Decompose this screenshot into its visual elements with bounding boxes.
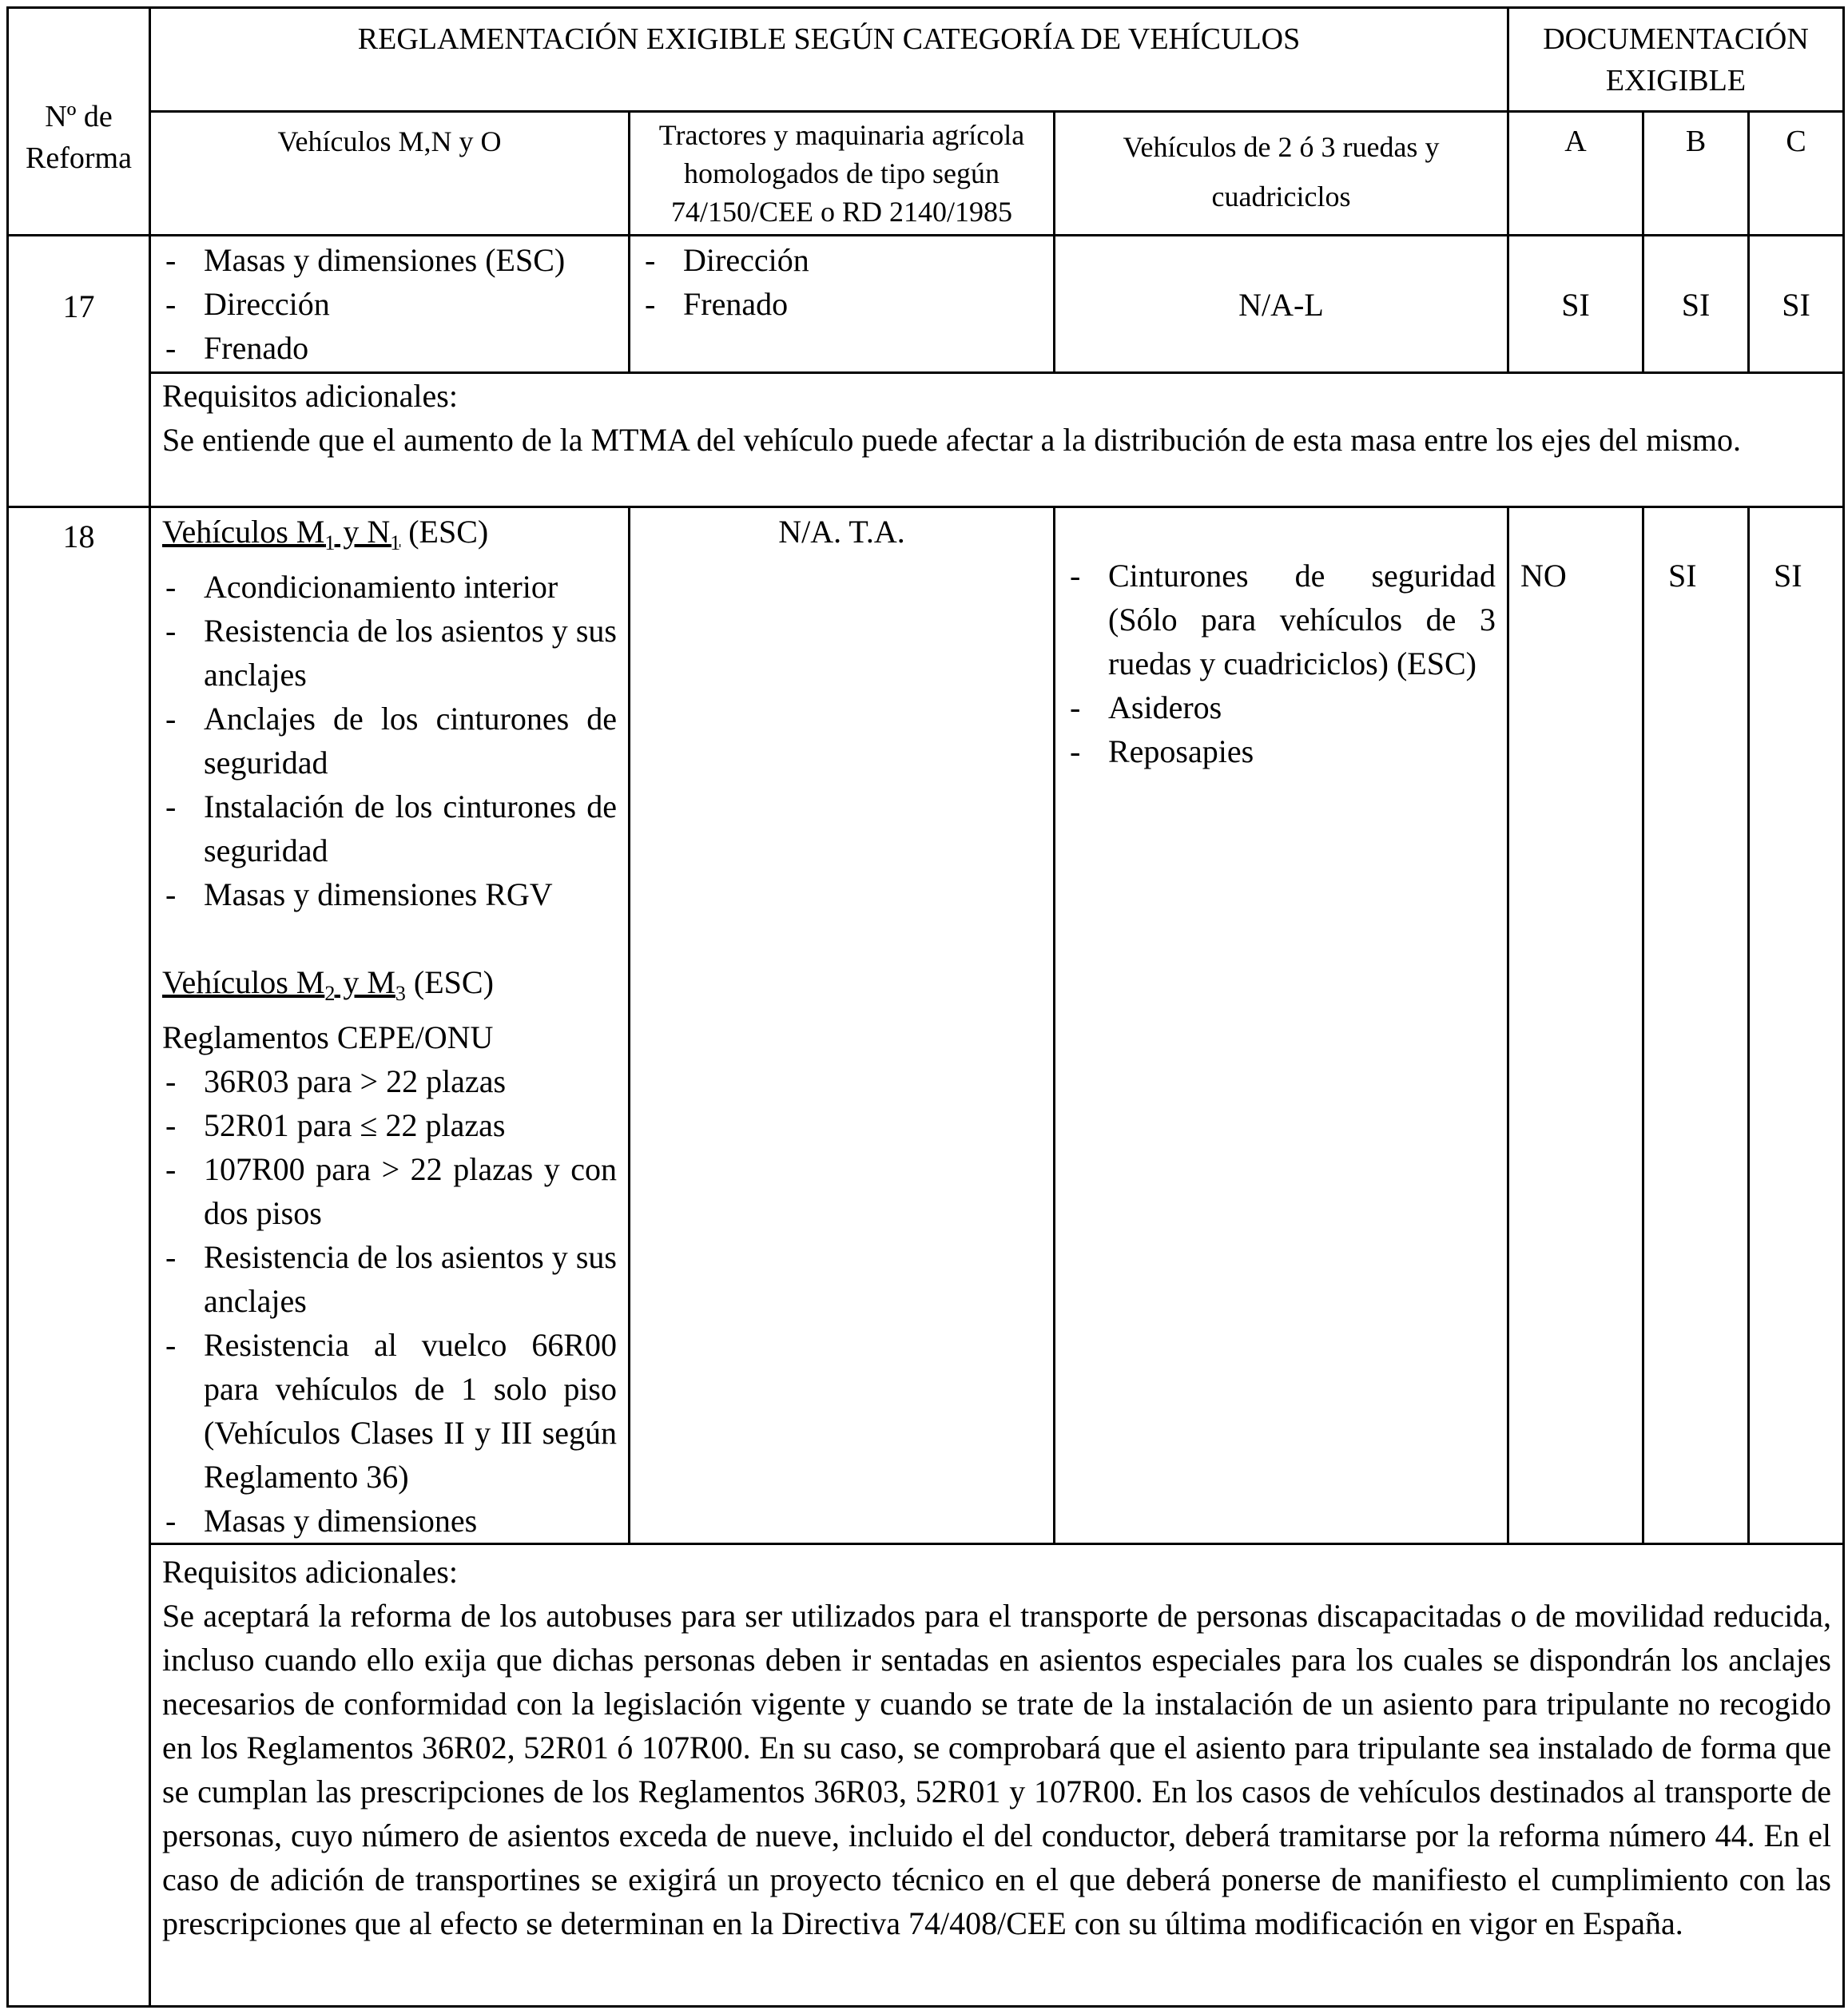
list-item: - Acondicionamiento interior bbox=[162, 565, 617, 609]
header-col-ruedas-line-2: cuadriciclos bbox=[1211, 181, 1351, 213]
row-18-m2m3-heading bbox=[162, 960, 617, 1015]
row-17-number-text: 17 bbox=[62, 288, 95, 324]
list-item: - Resistencia al vuelco 66R00 para vehículos de 1 solo piso (Vehículos Clases II y III según Reglamento 36) bbox=[162, 1323, 617, 1499]
header-numero-reforma bbox=[8, 8, 150, 236]
list-item: - Masas y dimensiones (ESC) bbox=[162, 238, 617, 282]
row-17-b bbox=[1643, 236, 1749, 373]
row-18-ruedas bbox=[1055, 507, 1508, 1544]
header-documentacion bbox=[1508, 8, 1844, 112]
header-col-mno bbox=[150, 112, 630, 236]
row-18-tractores-text: N/A. T.A. bbox=[778, 514, 905, 550]
row-18 bbox=[8, 507, 1844, 1544]
header-col-tractores-line-3: 74/150/CEE o RD 2140/1985 bbox=[670, 196, 1012, 228]
row-17-mno bbox=[150, 236, 630, 373]
row-18-mno-group-2 bbox=[162, 1059, 617, 1543]
list-item: - Instalación de los cinturones de seguridad bbox=[162, 785, 617, 872]
row-17-req-label: Requisitos adicionales: bbox=[162, 378, 458, 414]
list-item: - Resistencia de los asientos y sus anclajes bbox=[162, 609, 617, 697]
header-col-tractores bbox=[630, 112, 1055, 236]
row-18-requisitos-cell bbox=[150, 1544, 1844, 2007]
row-17-tractores-list bbox=[642, 238, 1042, 326]
list-item: - 107R00 para > 22 plazas y con dos pisos bbox=[162, 1147, 617, 1235]
row-18-mno bbox=[150, 507, 630, 1544]
header-doc-title-2: EXIGIBLE bbox=[1605, 64, 1747, 97]
header-row-1 bbox=[8, 8, 1844, 112]
row-17-c bbox=[1749, 236, 1844, 373]
m1n1-prefix: Vehículos M bbox=[162, 514, 325, 550]
row-17-tractores bbox=[630, 236, 1055, 373]
row-18-requisitos bbox=[8, 1544, 1844, 2007]
list-item: - Dirección bbox=[642, 238, 1042, 282]
list-item: - Asideros bbox=[1067, 685, 1496, 729]
row-18-number bbox=[8, 507, 150, 2007]
row-18-reglamentos-label: Reglamentos CEPE/ONU bbox=[162, 1019, 494, 1055]
row-17 bbox=[8, 236, 1844, 373]
row-17-a-text: SI bbox=[1561, 287, 1590, 323]
list-item: - 52R01 para ≤ 22 plazas bbox=[162, 1103, 617, 1147]
row-18-tractores bbox=[630, 507, 1055, 1544]
header-col-c-label: C bbox=[1786, 125, 1806, 158]
row-17-c-text: SI bbox=[1782, 287, 1810, 323]
row-17-requisitos-cell bbox=[150, 373, 1844, 507]
m2m3-suffix: (ESC) bbox=[405, 964, 494, 1000]
row-17-mno-list bbox=[162, 238, 617, 370]
header-col-mno-label: Vehículos M,N y O bbox=[277, 125, 502, 157]
header-col-c bbox=[1749, 112, 1844, 236]
row-18-req-text: Se aceptará la reforma de los autobuses para ser utilizados para el transporte de personas discapacitadas o de movilidad reducida, incluso cuando ello exija que dichas personas deben ir sentadas en asientos especiales para los cuales se dispondrán los anclajes necesarios de conformidad con la legislación vigente y cuando se trate de la instalación de un asiento para tripulante no recogido en los Reglamentos 36R02, 52R01 ó 107R00. En su caso, se comprobará que el asiento para tripulante sea instalado de forma que se cumplan las prescripciones de los Reglamentos 36R03, 52R01 y 107R00. En los casos de vehículos destinados al transporte de personas, cuyo número de asientos exceda de nueve, incluido el del conductor, deberá tramitarse por la reforma número 44. En el caso de adición de transportines se exigirá un proyecto técnico en el que deberá ponerse de manifiesto el cumplimiento con las prescripciones que al efecto se determinan en la Directiva 74/408/CEE con su última modificación en vigor en España. bbox=[162, 1598, 1831, 1941]
row-18-a bbox=[1508, 507, 1643, 1544]
row-18-c-text: SI bbox=[1774, 558, 1802, 594]
list-item: - Anclajes de los cinturones de seguridad bbox=[162, 697, 617, 785]
m1n1-mid: y N bbox=[335, 514, 391, 550]
m1n1-sub2: 1 bbox=[390, 531, 401, 554]
row-18-a-text: NO bbox=[1520, 558, 1567, 594]
header-doc-title-1: DOCUMENTACIÓN bbox=[1543, 22, 1809, 56]
m1n1-sub1: 1 bbox=[324, 531, 336, 554]
row-17-a bbox=[1508, 236, 1643, 373]
header-col-ruedas-line-1: Vehículos de 2 ó 3 ruedas y bbox=[1123, 131, 1440, 163]
list-item: - 36R03 para > 22 plazas bbox=[162, 1059, 617, 1103]
header-reg-title: REGLAMENTACIÓN EXIGIBLE SEGÚN CATEGORÍA DE VEHÍCULOS bbox=[357, 22, 1301, 56]
row-18-c bbox=[1749, 507, 1844, 1544]
header-col-a-label: A bbox=[1564, 125, 1587, 158]
m2m3-mid: y M bbox=[335, 964, 395, 1000]
m2m3-sub1: 2 bbox=[324, 982, 336, 1005]
list-item: - Dirección bbox=[162, 282, 617, 326]
row-18-req-label: Requisitos adicionales: bbox=[162, 1554, 458, 1590]
header-row-2 bbox=[8, 112, 1844, 236]
row-17-req-text: Se entiende que el aumento de la MTMA del vehículo puede afectar a la distribución de esta masa entre los ejes del mismo. bbox=[162, 422, 1742, 458]
header-col-a bbox=[1508, 112, 1643, 236]
list-item: - Frenado bbox=[162, 326, 617, 370]
header-col-tractores-line-2: homologados de tipo según bbox=[684, 157, 1000, 189]
row-17-b-text: SI bbox=[1681, 287, 1711, 323]
list-item: - Frenado bbox=[642, 282, 1042, 326]
row-17-requisitos bbox=[8, 373, 1844, 507]
row-18-b bbox=[1643, 507, 1749, 1544]
list-item: - Resistencia de los asientos y sus anclajes bbox=[162, 1235, 617, 1323]
header-col-tractores-line-1: Tractores y maquinaria agrícola bbox=[658, 119, 1025, 151]
row-18-m1n1-heading bbox=[162, 510, 617, 565]
regulation-table bbox=[6, 6, 1845, 2008]
header-num-label-1: Nº de bbox=[45, 100, 113, 133]
m1n1-suffix: (ESC) bbox=[400, 514, 489, 550]
header-reglamentacion bbox=[150, 8, 1508, 112]
header-col-b bbox=[1643, 112, 1749, 236]
header-num-label-2: Reforma bbox=[26, 141, 132, 175]
list-item: - Masas y dimensiones RGV bbox=[162, 872, 617, 916]
row-17-ruedas-text: N/A-L bbox=[1238, 287, 1324, 323]
row-18-number-text: 18 bbox=[62, 518, 95, 554]
m2m3-sub2: 3 bbox=[395, 982, 406, 1005]
header-col-ruedas bbox=[1055, 112, 1508, 236]
row-18-mno-group-1 bbox=[162, 565, 617, 916]
m2m3-prefix: Vehículos M bbox=[162, 964, 325, 1000]
list-item: - Cinturones de seguridad (Sólo para vehículos de 3 ruedas y cuadriciclos) (ESC) bbox=[1067, 554, 1496, 685]
row-18-ruedas-list bbox=[1067, 554, 1496, 773]
row-17-number bbox=[8, 236, 150, 507]
header-col-b-label: B bbox=[1685, 125, 1707, 158]
row-18-b-text: SI bbox=[1668, 558, 1697, 594]
list-item: - Reposapies bbox=[1067, 729, 1496, 773]
row-17-ruedas bbox=[1055, 236, 1508, 373]
list-item: - Masas y dimensiones bbox=[162, 1499, 617, 1543]
